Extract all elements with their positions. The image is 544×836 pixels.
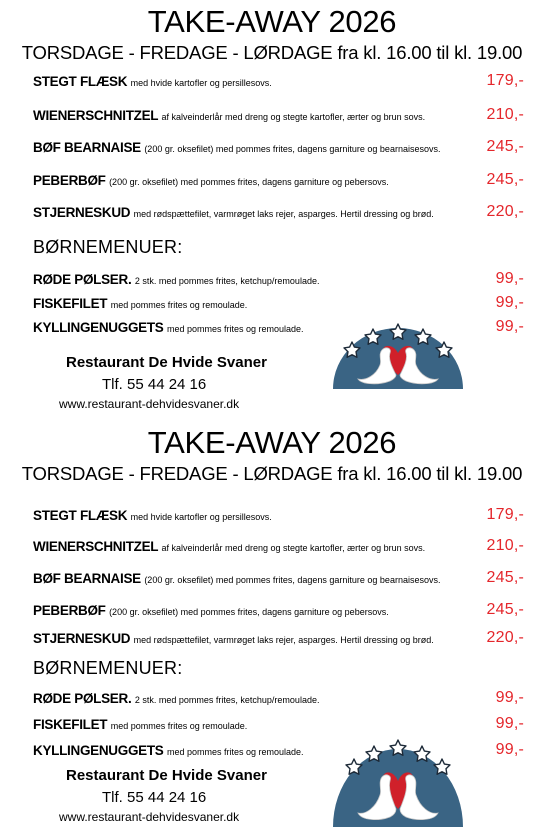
menu-item-name: PEBERBØF xyxy=(33,603,106,618)
kids-menu-heading: BØRNEMENUER: xyxy=(33,237,183,257)
website-link[interactable]: www.restaurant-dehvidesvaner.dk xyxy=(59,397,240,411)
kids-menu-item xyxy=(33,268,524,290)
flyer xyxy=(0,421,544,836)
swan-logo-icon xyxy=(330,737,466,827)
opening-schedule: TORSDAGE - FREDAGE - LØRDAGE fra kl. 16.00 til kl. 19.00 xyxy=(21,42,523,63)
menu-item-name: FISKEFILET xyxy=(33,717,108,732)
menu-item-description: med pommes frites og remoulade. xyxy=(166,747,304,757)
menu-item-price: 99,- xyxy=(495,715,524,732)
menu-item-price: 179,- xyxy=(486,506,524,523)
phone-number: Tlf. 55 44 24 16 xyxy=(102,376,207,393)
menu-item-name: FISKEFILET xyxy=(33,296,108,311)
menu-item-price: 245,- xyxy=(486,138,524,155)
menu-item xyxy=(33,201,524,223)
menu-item-description: med hvide kartofler og persillesovs. xyxy=(130,512,272,522)
menu-item xyxy=(33,169,524,191)
kids-menu-heading: BØRNEMENUER: xyxy=(33,658,183,678)
menu-item xyxy=(33,104,524,126)
menu-item-price: 245,- xyxy=(486,569,524,586)
menu-item-description: (200 gr. oksefilet) med pommes frites, dagens garniture og bearnaisesovs. xyxy=(144,575,441,585)
menu-item-name: STEGT FLÆSK xyxy=(33,74,128,89)
menu-item-name: BØF BEARNAISE xyxy=(33,140,141,155)
menu-item-name: STJERNESKUD xyxy=(33,631,131,646)
menu-item-name: STEGT FLÆSK xyxy=(33,508,128,523)
menu-item xyxy=(33,535,524,557)
menu-item-price: 245,- xyxy=(486,601,524,618)
menu-item-description: med pommes frites og remoulade. xyxy=(166,324,304,334)
menu-item-description: af kalveinderlår med dreng og stegte kartofler, ærter og brun sovs. xyxy=(161,112,426,122)
kids-menu-item xyxy=(33,713,524,735)
menu-item-name: RØDE PØLSER. xyxy=(33,272,132,287)
phone-number: Tlf. 55 44 24 16 xyxy=(102,789,207,806)
menu-item-price: 220,- xyxy=(486,203,524,220)
menu-item-name: BØF BEARNAISE xyxy=(33,571,141,586)
restaurant-name: Restaurant De Hvide Svaner xyxy=(66,767,267,784)
menu-item-price: 99,- xyxy=(495,270,524,287)
menu-item-price: 99,- xyxy=(495,294,524,311)
menu-item-name: WIENERSCHNITZEL xyxy=(33,108,159,123)
menu-item-price: 210,- xyxy=(486,537,524,554)
menu-item-name: WIENERSCHNITZEL xyxy=(33,539,159,554)
menu-item-price: 245,- xyxy=(486,171,524,188)
website-link[interactable]: www.restaurant-dehvidesvaner.dk xyxy=(59,810,240,824)
menu-item xyxy=(33,70,524,92)
flyer-title: TAKE-AWAY 2026 xyxy=(147,4,397,39)
opening-schedule: TORSDAGE - FREDAGE - LØRDAGE fra kl. 16.00 til kl. 19.00 xyxy=(21,463,523,484)
menu-item-description: af kalveinderlår med dreng og stegte kartofler, ærter og brun sovs. xyxy=(161,543,426,553)
menu-item-price: 210,- xyxy=(486,106,524,123)
menu-item-price: 179,- xyxy=(486,72,524,89)
menu-item-description: med rødspættefilet, varmrøget laks rejer, asparges. Hertil dressing og brød. xyxy=(133,635,434,645)
kids-menu-item xyxy=(33,687,524,709)
menu-item-description: 2 stk. med pommes frites, ketchup/remoulade. xyxy=(134,276,320,286)
menu-item-name: STJERNESKUD xyxy=(33,205,131,220)
menu-item-price: 99,- xyxy=(495,689,524,706)
menu-item xyxy=(33,136,524,158)
menu-item-name: KYLLINGENUGGETS xyxy=(33,320,164,335)
menu-item-price: 99,- xyxy=(495,741,524,758)
menu-item xyxy=(33,599,524,621)
menu-item xyxy=(33,627,524,649)
flyer xyxy=(0,0,544,415)
menu-item xyxy=(33,567,524,589)
menu-item-price: 220,- xyxy=(486,629,524,646)
restaurant-name: Restaurant De Hvide Svaner xyxy=(66,354,267,371)
menu-item-price: 99,- xyxy=(495,318,524,335)
menu-item xyxy=(33,504,524,526)
menu-item-description: med pommes frites og remoulade. xyxy=(110,300,248,310)
menu-item-description: (200 gr. oksefilet) med pommes frites, dagens garniture og bearnaisesovs. xyxy=(144,144,441,154)
menu-item-name: KYLLINGENUGGETS xyxy=(33,743,164,758)
menu-item-description: 2 stk. med pommes frites, ketchup/remoulade. xyxy=(134,695,320,705)
swan-logo-icon xyxy=(330,323,466,389)
menu-item-name: RØDE PØLSER. xyxy=(33,691,132,706)
menu-item-name: PEBERBØF xyxy=(33,173,106,188)
kids-menu-item xyxy=(33,292,524,314)
menu-item-description: (200 gr. oksefilet) med pommes frites, dagens garniture og pebersovs. xyxy=(109,607,389,617)
menu-item-description: med hvide kartofler og persillesovs. xyxy=(130,78,272,88)
menu-item-description: med pommes frites og remoulade. xyxy=(110,721,248,731)
menu-item-description: (200 gr. oksefilet) med pommes frites, dagens garniture og pebersovs. xyxy=(109,177,389,187)
flyer-title: TAKE-AWAY 2026 xyxy=(147,425,397,460)
menu-item-description: med rødspættefilet, varmrøget laks rejer, asparges. Hertil dressing og brød. xyxy=(133,209,434,219)
